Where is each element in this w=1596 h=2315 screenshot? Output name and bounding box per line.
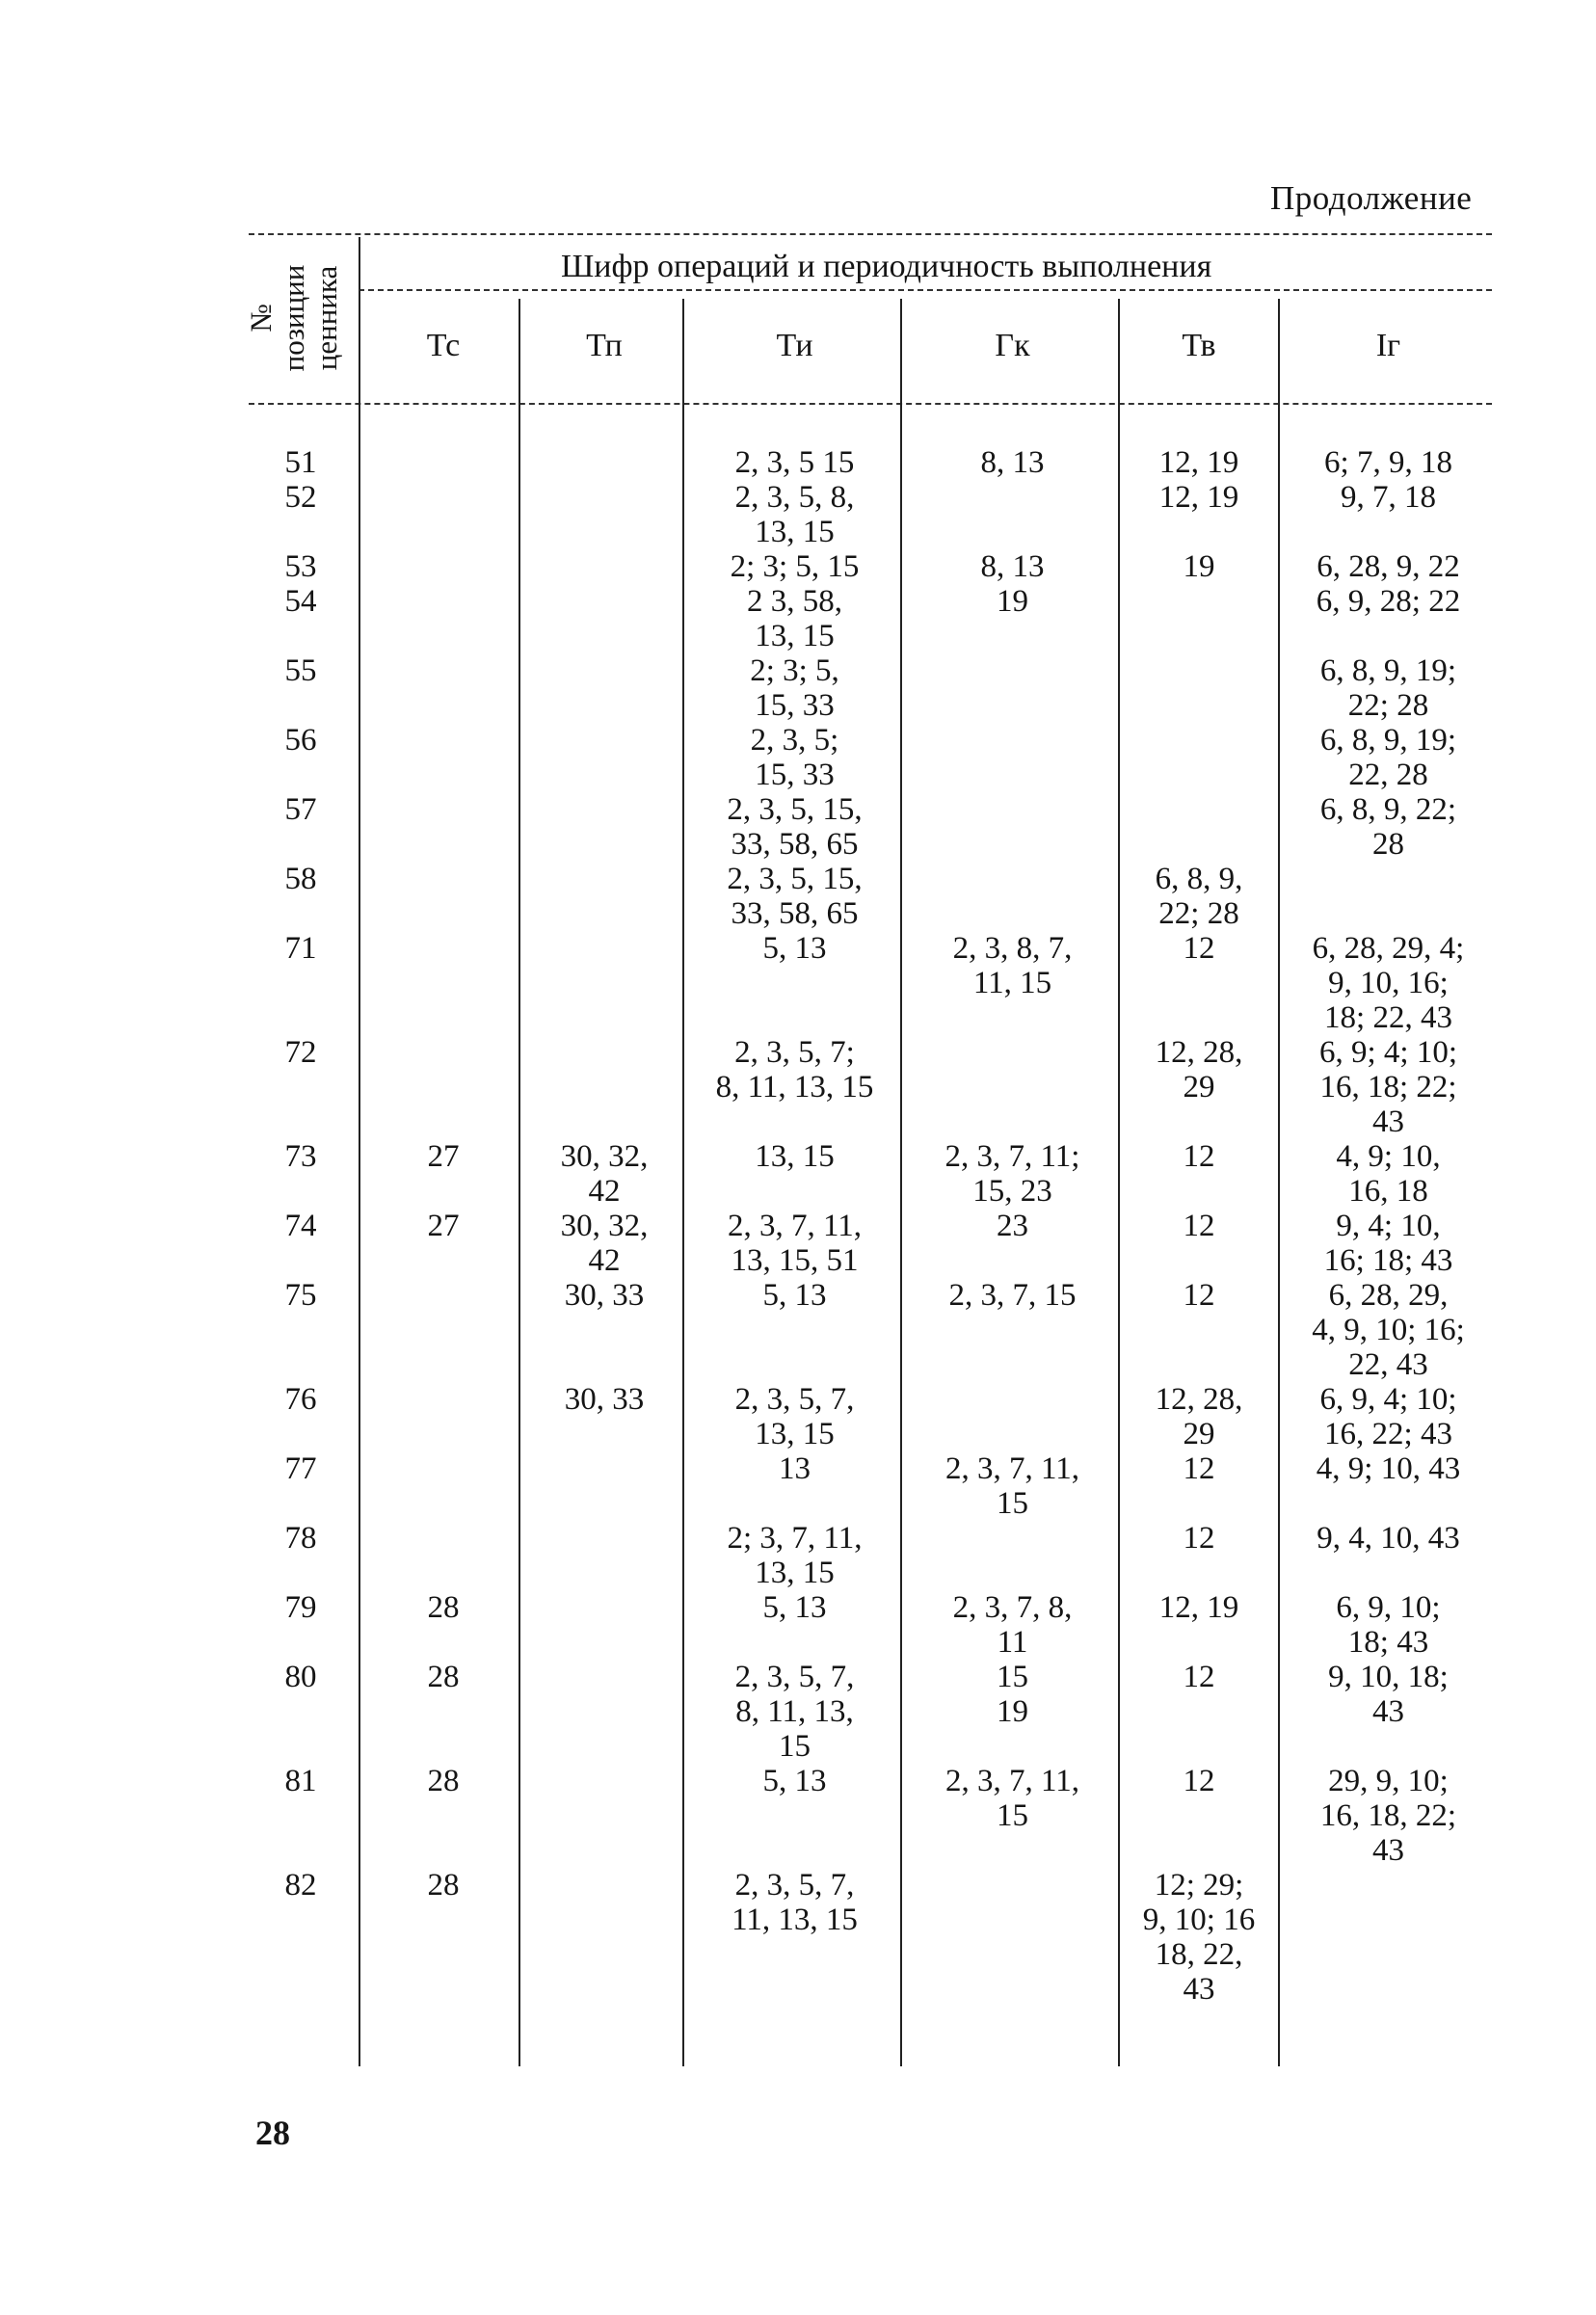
cell-line: 12 bbox=[1183, 1278, 1215, 1313]
header-line: позиции bbox=[277, 264, 310, 372]
position-number-cell bbox=[253, 1764, 349, 1798]
cell-tm bbox=[686, 584, 903, 653]
cell-tm bbox=[686, 445, 903, 480]
cell-gk bbox=[904, 1764, 1121, 1833]
cell-line: 9, 7, 18 bbox=[1341, 480, 1436, 515]
cell-tm bbox=[686, 1521, 903, 1590]
cell-line: 16, 18; 22; bbox=[1319, 1070, 1457, 1104]
position-number-cell bbox=[253, 653, 349, 688]
cell-ig bbox=[1280, 723, 1497, 792]
cell-line: 16, 22; 43 bbox=[1324, 1417, 1452, 1451]
cell-line: 15 bbox=[997, 1798, 1028, 1833]
position-number-header bbox=[244, 241, 343, 395]
cell-line: 18; 22, 43 bbox=[1324, 1000, 1452, 1035]
cell-line: 6; 7, 9, 18 bbox=[1324, 445, 1452, 480]
cell-line: 22, 43 bbox=[1348, 1347, 1428, 1382]
cell-line: 30, 33 bbox=[564, 1382, 645, 1417]
cell-line: 15, 33 bbox=[755, 758, 835, 792]
cell-line: 12 bbox=[1183, 1764, 1215, 1798]
cell-line: 57 bbox=[284, 792, 317, 827]
group-header-rule bbox=[359, 289, 1492, 291]
cell-line: 58 bbox=[284, 862, 317, 896]
cell-tm bbox=[686, 1278, 903, 1313]
cell-line: 13, 15 bbox=[755, 619, 835, 653]
cell-ig bbox=[1280, 445, 1497, 480]
cell-line: 6, 9; 4; 10; bbox=[1318, 1035, 1457, 1070]
position-number-cell bbox=[253, 1139, 349, 1174]
cell-ig bbox=[1280, 1660, 1497, 1729]
cell-tv bbox=[1121, 480, 1277, 515]
cell-tp bbox=[522, 1139, 686, 1209]
cell-line: 12, 19 bbox=[1158, 445, 1239, 480]
cell-line: 13, 15 bbox=[755, 515, 835, 549]
cell-line: 12, 28, bbox=[1155, 1035, 1243, 1070]
cell-tm bbox=[686, 549, 903, 584]
cell-line: 22; 28 bbox=[1158, 896, 1239, 931]
cell-ig bbox=[1280, 1764, 1497, 1868]
cell-line: 6, 8, 9, 22; bbox=[1319, 792, 1457, 827]
cell-line: 33, 58, 65 bbox=[731, 896, 859, 931]
cell-line: 8, 13 bbox=[980, 549, 1045, 584]
cell-ig bbox=[1280, 1139, 1497, 1209]
cell-line: 71 bbox=[284, 931, 317, 966]
cell-ig bbox=[1280, 1590, 1497, 1660]
cell-line: 29, 9, 10; bbox=[1328, 1764, 1449, 1798]
position-number-cell bbox=[253, 445, 349, 480]
position-number-cell bbox=[253, 584, 349, 619]
cell-ig bbox=[1280, 1521, 1497, 1556]
position-number-cell bbox=[253, 1521, 349, 1556]
cell-ig bbox=[1280, 1382, 1497, 1451]
cell-tp bbox=[522, 1382, 686, 1417]
cell-line: 16, 18, 22; bbox=[1319, 1798, 1457, 1833]
cell-line: 28 bbox=[427, 1764, 460, 1798]
cell-line: 43 bbox=[1372, 1833, 1404, 1868]
cell-tv bbox=[1121, 1868, 1277, 2007]
cell-tv bbox=[1121, 445, 1277, 480]
continuation-label: Продолжение bbox=[1270, 179, 1473, 217]
col-header-gk: Гк bbox=[995, 328, 1030, 363]
cell-line: 18; 43 bbox=[1347, 1625, 1429, 1660]
cell-line: 22; 28 bbox=[1347, 688, 1429, 723]
cell-tv bbox=[1121, 1451, 1277, 1486]
cell-gk bbox=[904, 1590, 1121, 1660]
cell-line: 11, 15 bbox=[972, 966, 1052, 1000]
header-line: № bbox=[244, 304, 278, 333]
cell-line: 6, 8, 9, 19; bbox=[1319, 723, 1457, 758]
cell-line: 9, 10, 18; bbox=[1328, 1660, 1449, 1694]
cell-line: 2, 3, 7, 11, bbox=[944, 1764, 1080, 1798]
cell-line: 12 bbox=[1183, 1521, 1215, 1556]
col-header-tp: Тп bbox=[586, 328, 623, 363]
cell-line: 12, 28, bbox=[1155, 1382, 1243, 1417]
cell-line: 12 bbox=[1183, 1209, 1215, 1243]
cell-line: 9, 10, 16; bbox=[1328, 966, 1449, 1000]
cell-line: 6, 9, 10; bbox=[1336, 1590, 1441, 1625]
cell-line: 16; 18; 43 bbox=[1323, 1243, 1453, 1278]
cell-tv bbox=[1121, 549, 1277, 584]
cell-line: 6, 28, 9, 22 bbox=[1317, 549, 1460, 584]
cell-line: 11 bbox=[997, 1625, 1028, 1660]
col-header-tc: Тс bbox=[426, 328, 461, 363]
cell-tm bbox=[686, 1451, 903, 1486]
cell-line: 28 bbox=[1372, 827, 1404, 862]
cell-line: 2, 3, 7, 15 bbox=[948, 1278, 1077, 1313]
cell-line: 16, 18 bbox=[1348, 1174, 1428, 1209]
col-header-ig: Iг bbox=[1375, 328, 1401, 363]
cell-line: 9, 4, 10, 43 bbox=[1317, 1521, 1460, 1556]
cell-line: 11, 13, 15 bbox=[732, 1903, 858, 1937]
position-number-cell bbox=[253, 1278, 349, 1313]
cell-line: 2; 3; 5, bbox=[750, 653, 839, 688]
cell-ig bbox=[1280, 792, 1497, 862]
cell-line: 15, 23 bbox=[972, 1174, 1052, 1209]
cell-tm bbox=[686, 723, 903, 792]
position-number-cell bbox=[253, 480, 349, 515]
cell-line: 72 bbox=[284, 1035, 317, 1070]
cell-line: 6, 28, 29, 4; bbox=[1312, 931, 1465, 966]
cell-ig bbox=[1280, 1278, 1497, 1382]
cell-line: 5, 13 bbox=[762, 1764, 827, 1798]
cell-line: 43 bbox=[1183, 1972, 1215, 2007]
cell-line: 43 bbox=[1372, 1104, 1404, 1139]
cell-ig bbox=[1280, 549, 1497, 584]
cell-line: 42 bbox=[588, 1174, 621, 1209]
cell-tm bbox=[686, 1660, 903, 1764]
position-number-cell bbox=[253, 792, 349, 827]
cell-line: 13, 15 bbox=[755, 1556, 835, 1590]
cell-line: 15 bbox=[779, 1729, 811, 1764]
cell-ig bbox=[1280, 584, 1497, 619]
cell-tp bbox=[522, 1278, 686, 1313]
cell-line: 30, 32, bbox=[560, 1139, 649, 1174]
cell-ig bbox=[1280, 931, 1497, 1035]
position-number-cell bbox=[253, 1868, 349, 1903]
header-line: ценника bbox=[309, 265, 343, 371]
position-number-cell bbox=[253, 1382, 349, 1417]
cell-line: 6, 28, 29, bbox=[1328, 1278, 1449, 1313]
cell-tc bbox=[366, 1139, 520, 1174]
cell-line: 2, 3, 5 15 bbox=[734, 445, 855, 480]
cell-ig bbox=[1280, 1451, 1497, 1486]
cell-line: 28 bbox=[427, 1590, 460, 1625]
cell-line: 2; 3, 7, 11, bbox=[727, 1521, 863, 1556]
cell-tv bbox=[1121, 1660, 1277, 1694]
page-number: 28 bbox=[255, 2114, 290, 2152]
cell-ig bbox=[1280, 1209, 1497, 1278]
cell-line: 15, 33 bbox=[755, 688, 835, 723]
cell-line: 30, 33 bbox=[564, 1278, 645, 1313]
position-number-cell bbox=[253, 549, 349, 584]
cell-tv bbox=[1121, 1590, 1277, 1625]
cell-tp bbox=[522, 1209, 686, 1278]
cell-line: 28 bbox=[427, 1660, 460, 1694]
cell-line: 30, 32, bbox=[560, 1209, 649, 1243]
cell-tv bbox=[1121, 931, 1277, 966]
cell-gk bbox=[904, 584, 1121, 619]
cell-line: 43 bbox=[1372, 1694, 1404, 1729]
cell-line: 13 bbox=[779, 1451, 811, 1486]
cell-ig bbox=[1280, 480, 1497, 515]
position-number-cell bbox=[253, 1451, 349, 1486]
cell-tm bbox=[686, 1382, 903, 1451]
cell-tv bbox=[1121, 1382, 1277, 1451]
cell-tm bbox=[686, 862, 903, 931]
cell-tm bbox=[686, 1764, 903, 1798]
cell-line: 51 bbox=[284, 445, 317, 480]
cell-line: 54 bbox=[284, 584, 317, 619]
cell-line: 33, 58, 65 bbox=[731, 827, 859, 862]
cell-line: 52 bbox=[284, 480, 317, 515]
cell-line: 42 bbox=[588, 1243, 621, 1278]
cell-line: 56 bbox=[284, 723, 317, 758]
cell-tm bbox=[686, 1590, 903, 1625]
cell-tv bbox=[1121, 1521, 1277, 1556]
cell-line: 6, 9, 4; 10; bbox=[1319, 1382, 1457, 1417]
cell-line: 53 bbox=[284, 549, 317, 584]
cell-line: 8, 11, 13, bbox=[735, 1694, 854, 1729]
cell-tc bbox=[366, 1660, 520, 1694]
cell-line: 6, 9, 28; 22 bbox=[1316, 584, 1461, 619]
cell-line: 2, 3, 5, 7, bbox=[734, 1868, 855, 1903]
cell-line: 2, 3, 5, 7, bbox=[734, 1660, 855, 1694]
cell-line: 19 bbox=[1183, 549, 1215, 584]
cell-tc bbox=[366, 1590, 520, 1625]
position-number-cell bbox=[253, 1035, 349, 1070]
cell-line: 15 bbox=[997, 1660, 1028, 1694]
cell-line: 2, 3, 5; bbox=[750, 723, 839, 758]
position-number-cell bbox=[253, 1590, 349, 1625]
cell-tv bbox=[1121, 1764, 1277, 1798]
position-number-cell bbox=[253, 931, 349, 966]
cell-line: 5, 13 bbox=[762, 1278, 827, 1313]
cell-line: 19 bbox=[997, 1694, 1028, 1729]
cell-gk bbox=[904, 445, 1121, 480]
cell-line: 29 bbox=[1183, 1070, 1215, 1104]
cell-line: 2, 3, 5, 7; bbox=[734, 1035, 855, 1070]
cell-line: 74 bbox=[284, 1209, 317, 1243]
cell-line: 6, 8, 9, 19; bbox=[1319, 653, 1457, 688]
cell-line: 55 bbox=[284, 653, 317, 688]
cell-line: 13, 15, 51 bbox=[731, 1243, 859, 1278]
cell-tv bbox=[1121, 1209, 1277, 1243]
cell-line: 12 bbox=[1183, 1660, 1215, 1694]
cell-line: 27 bbox=[427, 1139, 460, 1174]
table-top-rule bbox=[249, 233, 1492, 235]
cell-line: 29 bbox=[1183, 1417, 1215, 1451]
cell-line: 5, 13 bbox=[762, 1590, 827, 1625]
cell-tc bbox=[366, 1868, 520, 1903]
cell-line: 77 bbox=[284, 1451, 317, 1486]
cell-tm bbox=[686, 931, 903, 966]
cell-tv bbox=[1121, 1035, 1277, 1104]
cell-gk bbox=[904, 1209, 1121, 1243]
cell-tv bbox=[1121, 1139, 1277, 1174]
cell-line: 4, 9, 10; 16; bbox=[1312, 1313, 1465, 1347]
position-number-cell bbox=[253, 723, 349, 758]
cell-line: 2 3, 58, bbox=[747, 584, 842, 619]
cell-line: 82 bbox=[284, 1868, 317, 1903]
cell-line: 12, 19 bbox=[1158, 480, 1239, 515]
cell-line: 28 bbox=[427, 1868, 460, 1903]
cell-line: 2, 3, 5, 15, bbox=[727, 862, 863, 896]
header-bottom-rule bbox=[249, 403, 1492, 405]
cell-line: 12 bbox=[1183, 931, 1215, 966]
cell-tc bbox=[366, 1764, 520, 1798]
cell-line: 75 bbox=[284, 1278, 317, 1313]
cell-gk bbox=[904, 549, 1121, 584]
cell-line: 12; 29; bbox=[1154, 1868, 1244, 1903]
position-number-cell bbox=[253, 1660, 349, 1694]
cell-line: 13, 15 bbox=[755, 1139, 835, 1174]
group-header: Шифр операций и периодичность выполнения bbox=[561, 249, 1212, 284]
cell-gk bbox=[904, 1451, 1121, 1521]
cell-line: 12 bbox=[1183, 1139, 1215, 1174]
cell-tm bbox=[686, 653, 903, 723]
cell-line: 73 bbox=[284, 1139, 317, 1174]
cell-line: 13, 15 bbox=[755, 1417, 835, 1451]
position-number-cell bbox=[253, 1209, 349, 1243]
cell-line: 12 bbox=[1183, 1451, 1215, 1486]
cell-line: 2; 3; 5, 15 bbox=[730, 549, 860, 584]
cell-line: 2, 3, 8, 7, bbox=[952, 931, 1073, 966]
cell-gk bbox=[904, 1139, 1121, 1209]
cell-line: 80 bbox=[284, 1660, 317, 1694]
cell-line: 4, 9; 10, 43 bbox=[1316, 1451, 1461, 1486]
cell-line: 19 bbox=[997, 584, 1028, 619]
cell-line: 9, 4; 10, bbox=[1336, 1209, 1441, 1243]
cell-line: 2, 3, 7, 11, bbox=[727, 1209, 863, 1243]
cell-line: 2, 3, 5, 15, bbox=[727, 792, 863, 827]
cell-line: 4, 9; 10, bbox=[1336, 1139, 1441, 1174]
cell-gk bbox=[904, 931, 1121, 1000]
position-number-cell bbox=[253, 862, 349, 896]
cell-line: 78 bbox=[284, 1521, 317, 1556]
cell-line: 22, 28 bbox=[1348, 758, 1428, 792]
col-header-tm: Ти bbox=[776, 328, 813, 363]
cell-line: 5, 13 bbox=[762, 931, 827, 966]
cell-line: 12, 19 bbox=[1158, 1590, 1239, 1625]
cell-line: 6, 8, 9, bbox=[1155, 862, 1243, 896]
cell-line: 2, 3, 7, 8, bbox=[952, 1590, 1073, 1625]
cell-line: 2, 3, 7, 11; bbox=[944, 1139, 1080, 1174]
cell-line: 8, 13 bbox=[980, 445, 1045, 480]
cell-tm bbox=[686, 1035, 903, 1104]
cell-tm bbox=[686, 1868, 903, 1937]
col-header-tv: Тв bbox=[1182, 328, 1216, 363]
cell-ig bbox=[1280, 653, 1497, 723]
column-divider bbox=[359, 237, 360, 2066]
cell-line: 27 bbox=[427, 1209, 460, 1243]
cell-line: 2, 3, 5, 7, bbox=[734, 1382, 855, 1417]
cell-line: 15 bbox=[997, 1486, 1028, 1521]
cell-line: 76 bbox=[284, 1382, 317, 1417]
cell-line: 23 bbox=[997, 1209, 1028, 1243]
cell-tv bbox=[1121, 1278, 1277, 1313]
cell-line: 8, 11, 13, 15 bbox=[715, 1070, 874, 1104]
cell-tc bbox=[366, 1209, 520, 1243]
cell-ig bbox=[1280, 1035, 1497, 1139]
cell-gk bbox=[904, 1278, 1121, 1313]
cell-line: 2, 3, 5, 8, bbox=[734, 480, 855, 515]
cell-line: 9, 10; 16 bbox=[1142, 1903, 1256, 1937]
cell-line: 81 bbox=[284, 1764, 317, 1798]
cell-tm bbox=[686, 1209, 903, 1278]
cell-tm bbox=[686, 792, 903, 862]
cell-tm bbox=[686, 1139, 903, 1174]
cell-line: 2, 3, 7, 11, bbox=[944, 1451, 1080, 1486]
cell-tv bbox=[1121, 862, 1277, 931]
cell-line: 18, 22, bbox=[1155, 1937, 1243, 1972]
cell-line: 79 bbox=[284, 1590, 317, 1625]
cell-tm bbox=[686, 480, 903, 549]
column-divider bbox=[519, 299, 520, 2066]
cell-gk bbox=[904, 1660, 1121, 1729]
